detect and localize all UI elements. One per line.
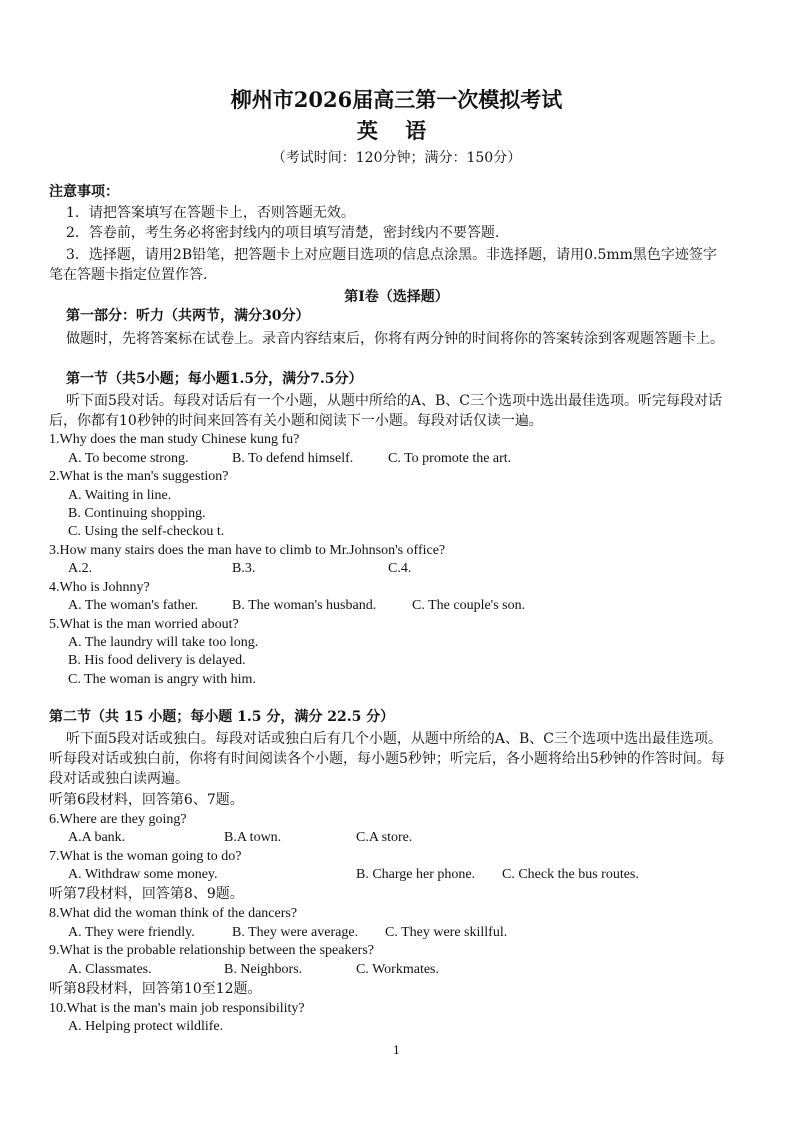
question-5: 5.What is the man worried about? — [49, 617, 239, 632]
q4-option-b: B. The woman's husband. — [232, 598, 377, 613]
part1-intro: 做题时，先将答案标在试卷上。录音内容结束后，你将有两分钟的时间将你的答案转涂到客观题答题卡上。 — [66, 331, 724, 347]
q7-option-c: C. Check the bus routes. — [502, 867, 639, 882]
q9-option-c: C. Workmates. — [356, 962, 439, 977]
part1-heading: 第一部分：听力（共两节，满分30分） — [66, 308, 310, 324]
q3-option-c: C.4. — [388, 561, 412, 576]
q7-option-b: B. Charge her phone. — [356, 867, 476, 882]
q5-option-c: C. The woman is angry with him. — [68, 672, 256, 687]
q2-option-a: A. Waiting in line. — [68, 488, 172, 503]
notice-item-2: 2．答卷前，考生务必将密封线内的项目填写清楚，密封线内不要答题. — [66, 225, 500, 241]
q5-option-b: B. His food delivery is delayed. — [68, 653, 246, 668]
q6-option-c: C.A store. — [356, 830, 413, 845]
section1-heading: 第一节（共5小题；每小题1.5分，满分7.5分） — [66, 371, 363, 387]
notice-item-1: 1．请把答案填写在答题卡上，否则答题无效。 — [66, 205, 355, 221]
q1-option-c: C. To promote the art. — [388, 451, 512, 466]
material-8-label: 听第8段材料，回答第10至12题。 — [49, 981, 262, 997]
q9-option-b: B. Neighbors. — [224, 962, 303, 977]
q4-option-c: C. The couple's son. — [412, 598, 526, 613]
question-10: 10.What is the man's main job responsibility? — [49, 1001, 305, 1016]
material-6-label: 听第6段材料，回答第6、7题。 — [49, 792, 244, 808]
q5-option-a: A. The laundry will take too long. — [68, 635, 259, 650]
volume-heading: 第Ⅰ卷（选择题） — [344, 289, 449, 305]
question-4: 4.Who is Johnny? — [49, 580, 150, 595]
q9-option-a: A. Classmates. — [68, 962, 152, 977]
exam-title: 柳州市2026届高三第一次模拟考试 — [230, 87, 563, 112]
q6-option-a: A.A bank. — [68, 830, 126, 845]
section2-intro: 听下面5段对话或独白。每段对话或独白后有几个小题，从题中所给的A、B、C三个选项中选出最佳选项。听每段对话或独白前，你将有时间阅读各个小题，每小题5秒钟；听完后，各小题将给出5秒钟的作答时间。每段对话或独白读两遍。 — [49, 731, 725, 787]
q2-option-b: B. Continuing shopping. — [68, 506, 206, 521]
subject-title: 英 语 — [356, 118, 437, 143]
question-2: 2.What is the man's suggestion? — [49, 469, 229, 484]
page-number: 1 — [393, 1044, 400, 1057]
q6-option-b: B.A town. — [224, 830, 282, 845]
notice-item-3: 3．选择题，请用2B铅笔，把答题卡上对应题目选项的信息点涂黑。非选择题，请用0.5mm黑色字迹签字笔在答题卡指定位置作答. — [49, 247, 717, 283]
question-7: 7.What is the woman going to do? — [49, 849, 242, 864]
q2-option-c: C. Using the self-checkou t. — [68, 524, 225, 539]
q3-option-a: A.2. — [68, 561, 93, 576]
question-9: 9.What is the probable relationship between the speakers? — [49, 943, 374, 958]
q1-option-b: B. To defend himself. — [232, 451, 354, 466]
q3-option-b: B.3. — [232, 561, 256, 576]
question-3: 3.How many stairs does the man have to climb to Mr.Johnson's office? — [49, 543, 446, 558]
exam-info: （考试时间：120分钟；满分：150分） — [271, 150, 522, 166]
question-6: 6.Where are they going? — [49, 812, 187, 827]
q10-option-a: A. Helping protect wildlife. — [68, 1019, 224, 1034]
question-8: 8.What did the woman think of the dancers? — [49, 906, 298, 921]
question-1: 1.Why does the man study Chinese kung fu? — [49, 432, 300, 447]
q7-option-a: A. Withdraw some money. — [68, 867, 218, 882]
q8-option-c: C. They were skillful. — [385, 925, 508, 940]
q1-option-a: A. To become strong. — [68, 451, 189, 466]
q8-option-a: A. They were friendly. — [68, 925, 195, 940]
notice-heading: 注意事项： — [49, 184, 119, 200]
q8-option-b: B. They were average. — [232, 925, 359, 940]
section2-heading: 第二节（共 15 小题；每小题 1.5 分，满分 22.5 分） — [49, 709, 395, 725]
q4-option-a: A. The woman's father. — [68, 598, 199, 613]
section1-intro: 听下面5段对话。每段对话后有一个小题，从题中所给的A、B、C三个选项中选出最佳选项。听完每段对话后，你都有10秒钟的时间来回答有关小题和阅读下一小题。每段对话仅读一遍。 — [49, 393, 723, 429]
material-7-label: 听第7段材料，回答第8、9题。 — [49, 886, 244, 902]
